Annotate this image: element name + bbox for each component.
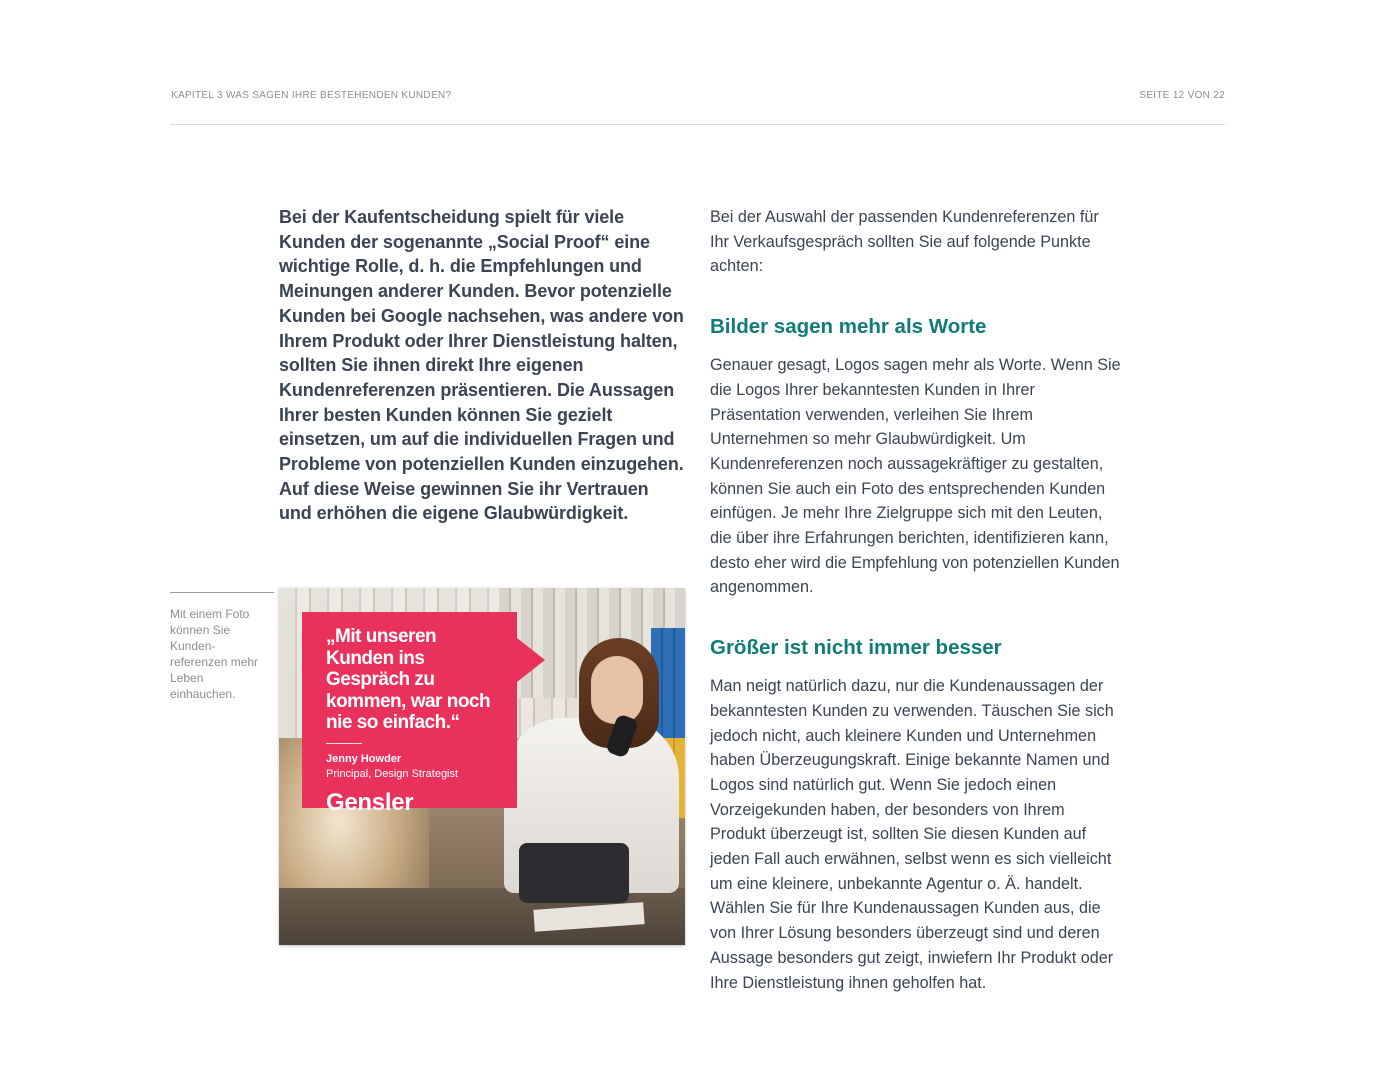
brand-logo: Gensler — [326, 788, 414, 816]
quote-divider — [326, 743, 362, 744]
chapter-header: KAPITEL 3 WAS SAGEN IHRE BESTEHENDEN KUNDEN? — [171, 90, 452, 101]
quote-author-name: Jenny Howder — [326, 752, 402, 765]
quote-text: „Mit unseren Kunden ins Gespräch zu kommen, war noch nie so einfach.“ — [326, 626, 491, 733]
page-number: SEITE 12 VON 22 — [1139, 90, 1225, 101]
section2-body: Man neigt natürlich dazu, nur die Kundenaussagen der bekanntesten Kunden zu verwenden. Täuschen Sie sich jedoch nicht, auch kleinere Kunden und Unternehmen haben Überzeugungskraft. Einige bekannte Namen und Logos sind natürlich gut. Wenn Sie jedoch einen Vorzeigekunden haben, der besonders von Ihrem Produkt überzeugt ist, sollten Sie diesen Kunden auf jeden Fall auch erwähnen, selbst wenn es sich vielleicht um eine kleinere, unbekannte Agentur o. Ä. handelt. Wählen Sie für Ihre Kundenaussagen Kunden aus, die von Ihrer Lösung besonders überzeugt sind und deren Aussage besonders gut zeigt, inwiefern Ihr Produkt oder Ihre Dienstleistung ihnen geholfen hat. — [710, 677, 1114, 992]
photo-caption: Mit einem Foto können Sie Kunden-referenzen mehr Leben einhauchen. — [170, 607, 259, 701]
quote-pointer — [517, 638, 545, 682]
intro-paragraph: Bei der Kaufentscheidung spielt für viele Kunden der sogenannte „Social Proof“ eine wichtige Rolle, d. h. die Empfehlungen und Meinungen anderer Kunden. Bevor potenzielle Kunden bei Google nachsehen, was andere von Ihrem Produkt oder Ihrer Dienstleistung halten, sollten Sie ihnen direkt Ihre eigenen Kundenreferenzen präsentieren. Die Aussagen Ihrer besten Kunden können Sie gezielt einsetzen, um auf die individuellen Fragen und Probleme von potenziellen Kunden einzugehen. Auf diese Weise gewinnen Sie ihr Vertrauen und erhöhen die eigene Glaubwürdigkeit. — [279, 207, 684, 524]
quote-author-role: Principal, Design Strategist — [326, 767, 459, 780]
header-divider — [170, 124, 1225, 125]
right-intro-paragraph: Bei der Auswahl der passenden Kundenreferenzen für Ihr Verkaufsgespräch sollten Sie auf folgende Punkte achten: — [710, 208, 1099, 276]
photo-person-face — [591, 656, 643, 724]
testimonial-photo — [279, 588, 685, 945]
section1-heading: Bilder sagen mehr als Worte — [710, 315, 987, 339]
section2-heading: Größer ist nicht immer besser — [710, 636, 1002, 660]
photo-person-skirt — [519, 843, 629, 903]
caption-divider — [170, 592, 274, 593]
section1-body: Genauer gesagt, Logos sagen mehr als Worte. Wenn Sie die Logos Ihrer bekanntesten Kunden in Ihrer Präsentation verwenden, verleihen Sie Ihrem Unternehmen so mehr Glaubwürdigkeit. Um Kundenreferenzen noch aussagekräftiger zu gestalten, können Sie auch ein Foto des entsprechenden Kunden einfügen. Je mehr Ihre Zielgruppe sich mit den Leuten, die über ihre Erfahrungen berichten, identifizieren kann, desto eher wird die Empfehlung von potenziellen Kunden angenommen. — [710, 356, 1121, 597]
quote-box — [302, 612, 517, 816]
right-column — [710, 205, 1122, 995]
